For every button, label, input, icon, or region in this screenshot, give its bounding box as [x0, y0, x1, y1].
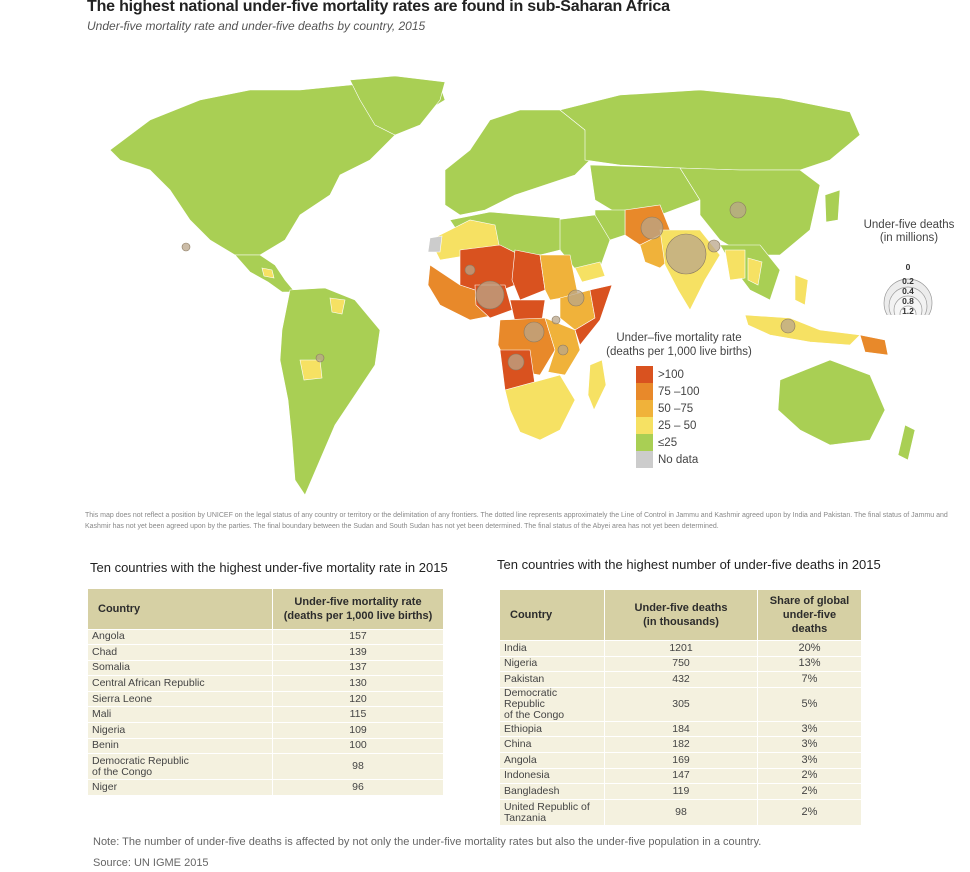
bubble-legend-value-1.2: 1.2	[902, 306, 914, 315]
rate-cell: 130	[273, 676, 444, 692]
legend-item-gt100	[636, 366, 700, 383]
rate-cell: 139	[273, 645, 444, 661]
legend-swatch	[636, 383, 653, 400]
country-cell: Angola	[88, 629, 273, 645]
bubble-ethiopia	[568, 290, 584, 306]
table2-header-share-line1: Share of global	[769, 595, 850, 607]
share-cell: 5%	[758, 687, 862, 721]
rate-cell: 100	[273, 738, 444, 754]
rate-cell: 157	[273, 629, 444, 645]
table2-header-share	[758, 590, 862, 641]
deaths-cell: 169	[605, 752, 758, 768]
legend-item-50-75	[636, 400, 700, 417]
note-text: Note: The number of under-five deaths is affected by not only the under-five mortality rates but also the under-five population in a country.	[93, 836, 762, 848]
deaths-cell: 305	[605, 687, 758, 721]
bubble-size-legend	[850, 219, 968, 315]
rate-cell: 137	[273, 660, 444, 676]
table1-title: Ten countries with the highest under-five mortality rate in 2015	[90, 560, 448, 575]
share-cell: 13%	[758, 656, 862, 672]
rate-cell: 115	[273, 707, 444, 723]
bubble-china	[730, 202, 746, 218]
deaths-cell: 750	[605, 656, 758, 672]
region-philippines	[795, 275, 808, 305]
legend-swatch	[636, 417, 653, 434]
region-japan	[825, 190, 840, 222]
region-australia	[778, 360, 885, 445]
country-cell: Nigeria	[88, 723, 273, 739]
table-row	[500, 768, 862, 784]
table2-header-share-line2: under-five deaths	[782, 609, 837, 635]
legend-label: >100	[658, 368, 684, 381]
region-russia	[560, 90, 860, 170]
bubble-legend-value-0: 0	[905, 262, 911, 272]
country-cell: Niger	[88, 780, 273, 796]
bubble-niger	[465, 265, 475, 275]
legend-swatch	[636, 451, 653, 468]
country-cell: Nigeria	[500, 656, 605, 672]
table-row	[88, 629, 444, 645]
source-text: Source: UN IGME 2015	[93, 857, 209, 869]
rate-cell: 120	[273, 691, 444, 707]
country-cell: Chad	[88, 645, 273, 661]
share-cell: 7%	[758, 672, 862, 688]
table1-header-rate-line1: Under-five mortality rate	[294, 595, 422, 608]
bubble-legend-title-line1: Under-five deaths	[863, 219, 955, 231]
bubble-angola	[508, 354, 524, 370]
legend-swatch	[636, 434, 653, 451]
share-cell: 3%	[758, 737, 862, 753]
share-cell: 2%	[758, 799, 862, 825]
region-indonesia	[745, 315, 860, 345]
country-cell: Angola	[500, 752, 605, 768]
region-new-zealand	[898, 425, 915, 460]
table2-header-deaths-line2: (in thousands)	[643, 616, 719, 628]
table-row	[88, 691, 444, 707]
rate-legend-title	[604, 331, 754, 359]
country-cell: Indonesia	[500, 768, 605, 784]
deaths-cell: 1201	[605, 641, 758, 657]
rate-cell: 109	[273, 723, 444, 739]
country-cell: Ethiopia	[500, 721, 605, 737]
rate-cell: 96	[273, 780, 444, 796]
bubble-bangladesh	[708, 240, 720, 252]
bubble-legend-title-line2: (in millions)	[879, 232, 939, 244]
legend-label: 50 –75	[658, 402, 694, 415]
legend-item-le25	[636, 434, 700, 451]
table2-header-deaths	[605, 590, 758, 641]
share-cell: 3%	[758, 752, 862, 768]
table-row	[88, 723, 444, 739]
deaths-cell: 119	[605, 784, 758, 800]
deaths-cell: 432	[605, 672, 758, 688]
bubble-kenya	[552, 316, 560, 324]
deaths-table	[500, 590, 862, 825]
deaths-cell: 98	[605, 799, 758, 825]
bubble-legend-value-0.8: 0.8	[902, 296, 914, 306]
bubble-pakistan	[641, 217, 663, 239]
legend-item-75-100	[636, 383, 700, 400]
legend-item-no-data	[636, 451, 700, 468]
bubble-legend-circles	[850, 245, 968, 315]
table-row	[500, 656, 862, 672]
table-row	[88, 676, 444, 692]
legend-label: 75 –100	[658, 385, 700, 398]
table-row	[500, 784, 862, 800]
rate-legend-title-line2: (deaths per 1,000 live births)	[606, 346, 752, 358]
table-row	[500, 737, 862, 753]
bubble-legend-value-0.2: 0.2	[902, 276, 914, 286]
country-cell: Somalia	[88, 660, 273, 676]
country-cell: Mali	[88, 707, 273, 723]
table-row	[500, 672, 862, 688]
table-row	[88, 707, 444, 723]
region-south-america	[280, 288, 380, 495]
bubble-indonesia	[781, 319, 795, 333]
table-row	[500, 687, 862, 721]
bubble-india	[666, 234, 706, 274]
legend-swatch	[636, 366, 653, 383]
region-madagascar	[588, 360, 606, 410]
table-row	[500, 641, 862, 657]
table-row	[88, 738, 444, 754]
table-row	[88, 780, 444, 796]
world-map	[0, 40, 970, 510]
table2-header-country: Country	[500, 590, 605, 641]
country-cell: Central African Republic	[88, 676, 273, 692]
rate-cell: 98	[273, 754, 444, 780]
country-cell: Democratic Republic of the Congo	[88, 754, 273, 780]
bubble-nigeria	[476, 281, 504, 309]
table-row	[88, 645, 444, 661]
rate-legend-title-line1: Under–five mortality rate	[616, 332, 742, 344]
table-row	[500, 752, 862, 768]
table-row	[500, 799, 862, 825]
share-cell: 2%	[758, 784, 862, 800]
country-cell: Sierra Leone	[88, 691, 273, 707]
country-cell: United Republic of Tanzania	[500, 799, 605, 825]
mortality-rate-table	[88, 589, 444, 795]
country-cell: Bangladesh	[500, 784, 605, 800]
bubble-legend-value-0.4: 0.4	[902, 286, 914, 296]
region-europe	[445, 110, 590, 215]
map-disclaimer: This map does not reflect a position by UNICEF on the legal status of any country or territory or the delimitation of any frontiers. The dotted line represents approximately the Line of Control in Jammu and Kashmir agreed upon by India and Pakistan. The final status of Jammu and Kashmir has not yet been agreed upon by the parties. The final boundary between the Sudan and South Sudan has not yet been determined. The final status of the Abyei area has not yet been determined.	[85, 512, 948, 530]
table-row	[88, 660, 444, 676]
share-cell: 20%	[758, 641, 862, 657]
bubble-brazil	[316, 354, 324, 362]
table-row	[88, 754, 444, 780]
deaths-cell: 184	[605, 721, 758, 737]
table1-header-rate-line2: (deaths per 1,000 live births)	[283, 609, 433, 622]
region-myanmar	[725, 250, 745, 280]
region-no-data-sahara	[428, 236, 442, 252]
deaths-cell: 147	[605, 768, 758, 784]
country-cell: China	[500, 737, 605, 753]
bubble-mexico	[182, 243, 190, 251]
bubble-tanzania	[558, 345, 568, 355]
country-cell: Pakistan	[500, 672, 605, 688]
table1-header-rate	[273, 589, 444, 629]
share-cell: 2%	[758, 768, 862, 784]
share-cell: 3%	[758, 721, 862, 737]
legend-item-25-50	[636, 417, 700, 434]
page-subtitle: Under-five mortality rate and under-five deaths by country, 2015	[87, 19, 426, 33]
deaths-cell: 182	[605, 737, 758, 753]
table-row	[500, 721, 862, 737]
country-cell: Democratic Republic of the Congo	[500, 687, 605, 721]
legend-label: No data	[658, 453, 699, 466]
rate-legend	[636, 366, 700, 468]
table2-title: Ten countries with the highest number of under-five deaths in 2015	[497, 557, 881, 572]
legend-label: 25 – 50	[658, 419, 697, 432]
country-cell: Benin	[88, 738, 273, 754]
country-cell: India	[500, 641, 605, 657]
legend-swatch	[636, 400, 653, 417]
page-title: The highest national under-five mortality rates are found in sub-Saharan Africa	[87, 0, 670, 15]
legend-label: ≤25	[658, 436, 678, 449]
region-guyana	[330, 298, 345, 314]
table1-header-country: Country	[88, 589, 273, 629]
bubble-drc	[524, 322, 544, 342]
region-png	[860, 335, 888, 355]
region-chad	[512, 250, 545, 300]
table2-header-deaths-line1: Under-five deaths	[634, 602, 728, 614]
region-bolivia	[300, 360, 322, 380]
